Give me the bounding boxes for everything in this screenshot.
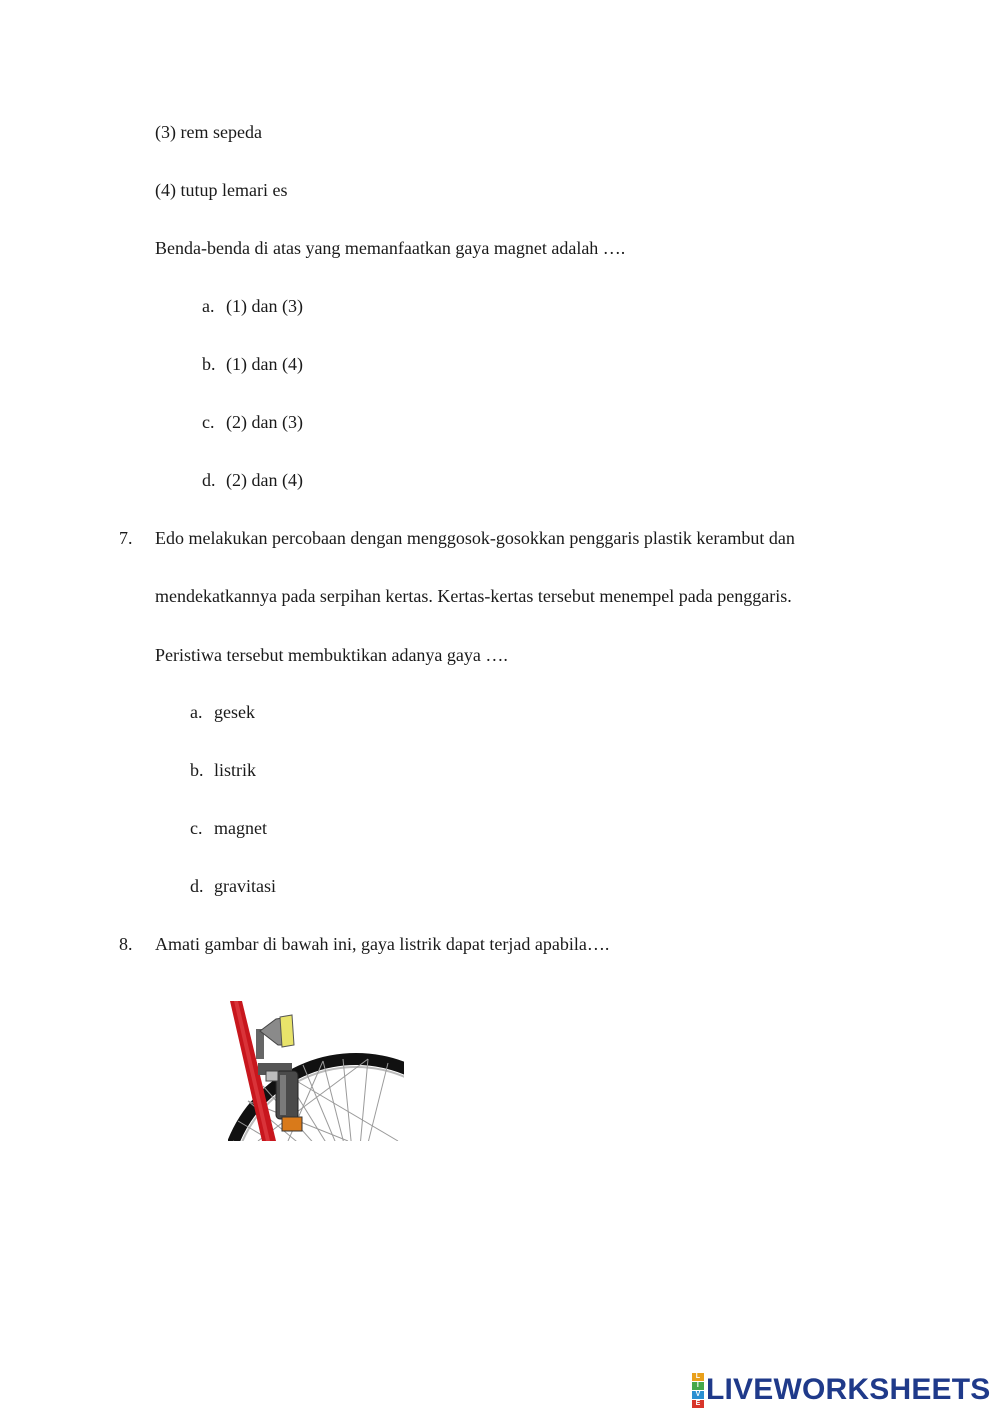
answer-option-c[interactable]: [190, 816, 267, 840]
logo-icon: [692, 1373, 704, 1408]
answer-option-d[interactable]: [190, 874, 276, 898]
question-text-line: Peristiwa tersebut membuktikan adanya gaya ….: [155, 645, 508, 665]
answer-option-a[interactable]: [202, 294, 303, 318]
option-text: (1) dan (3): [226, 296, 303, 316]
option-letter: b.: [202, 354, 216, 374]
option-letter: d.: [202, 470, 216, 490]
question-number: 8.: [119, 934, 133, 954]
question-text-line: mendekatkannya pada serpihan kertas. Kertas-kertas tersebut menempel pada penggaris.: [155, 586, 792, 606]
bicycle-dynamo-image: [228, 1001, 404, 1141]
option-letter: c.: [202, 412, 215, 432]
question-text-line: Edo melakukan percobaan dengan menggosok-gosokkan penggaris plastik kerambut dan: [155, 528, 795, 548]
brand-name: LIVEWORKSHEETS: [706, 1373, 991, 1406]
option-letter: a.: [190, 702, 203, 722]
list-item: (3) rem sepeda: [155, 122, 262, 142]
option-text: (1) dan (4): [226, 354, 303, 374]
option-text: (2) dan (4): [226, 470, 303, 490]
option-text: gesek: [214, 702, 255, 722]
logo-mark-letter: V: [692, 1391, 704, 1399]
answer-option-b[interactable]: [190, 758, 256, 782]
liveworksheets-logo: [692, 1373, 991, 1407]
option-text: magnet: [214, 818, 267, 838]
answer-option-b[interactable]: [202, 352, 303, 376]
logo-mark-letter: I: [692, 1382, 704, 1390]
logo-mark-letter: E: [692, 1400, 704, 1408]
answer-option-c[interactable]: [202, 410, 303, 434]
option-text: (2) dan (3): [226, 412, 303, 432]
option-text: gravitasi: [214, 876, 276, 896]
option-text: listrik: [214, 760, 257, 780]
logo-mark-letter: L: [692, 1373, 704, 1381]
list-item: (4) tutup lemari es: [155, 180, 288, 200]
option-letter: c.: [190, 818, 203, 838]
option-letter: b.: [190, 760, 204, 780]
option-letter: d.: [190, 876, 204, 896]
question-number: 7.: [119, 528, 133, 548]
answer-option-a[interactable]: [190, 700, 255, 724]
option-letter: a.: [202, 296, 215, 316]
answer-option-d[interactable]: [202, 468, 303, 492]
question-text: Amati gambar di bawah ini, gaya listrik dapat terjad apabila….: [155, 934, 610, 954]
question-stem: Benda-benda di atas yang memanfaatkan gaya magnet adalah ….: [155, 238, 626, 258]
